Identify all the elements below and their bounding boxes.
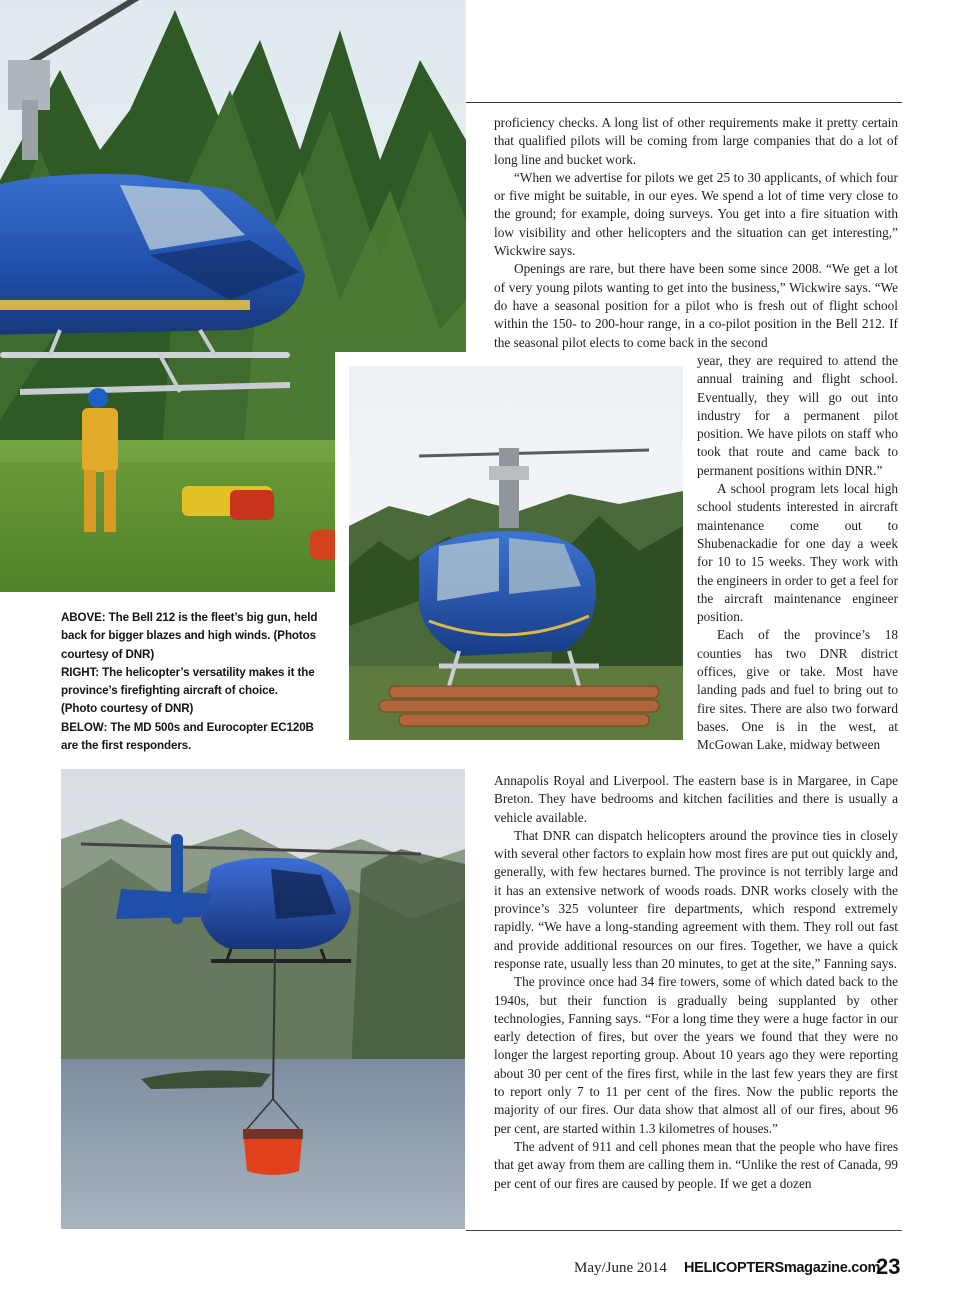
article-column-top [494,114,898,352]
page-number: 23 [876,1254,901,1279]
article-paragraph: Openings are rare, but there have been some since 2008. “We get a lot of very young pilots wanting to get into the business,” Wickwire says. “We do have a seasonal position for a pilot who is fresh out of flight school within the 150- to 200-hour range, in a co-pilot position in the Bell 212. If the seasonal pilot elects to come back in the second [494,261,898,350]
photo-bell-212-pad [335,352,697,753]
ec120b-lake-illustration [61,769,465,1229]
top-rule [466,102,902,103]
caption-line: are the first responders. [61,739,192,753]
article-paragraph: “When we advertise for pilots we get 25 to 30 applicants, of which four or five might be suitable, in our eyes. We spend a lot of time very close to the ground; for example, doing surveys. You get into a fire situation with low visibility and other helicopters and the situation can get interesting,” Wickwire says. [494,169,898,259]
article-column-bottom [494,772,898,1193]
article-paragraph: proficiency checks. A long list of other requirements make it pretty certain that qualified pilots will be coming from large companies that do a lot of long line and bucket work. [494,115,898,167]
magazine-url[interactable]: HELICOPTERSmagazine.com [684,1260,881,1276]
article-paragraph: The province once had 34 fire towers, some of which dated back to the 1940s, but their function is gradually being supplanted by other technologies, Fanning says. “For a long time they were a huge factor in our early detection of fires, but over the years we found that they were no longer the largest reporting group. About 10 years ago they were reporting about 30 per cent of the fires first, while in the last few years they are first to report only 7 to 11 per cent of the fires. Now the public reports the majority of our fires. Our data show that almost all of our fires, about 96 per cent, are started within 1.3 kilometres of houses.” [494,974,898,1136]
caption-line: back for bigger blazes and high winds. (Photos [61,629,316,643]
caption-line: ABOVE: The Bell 212 is the fleet’s big gun, held [61,611,318,624]
bell-212-landing-pad-illustration [349,366,683,740]
article-paragraph: The advent of 911 and cell phones mean that the people who have fires that get away from them are calling them in. “Unlike the rest of Canada, 99 per cent of our fires are caused by people. If we get a dozen [494,1138,898,1191]
caption-line: BELOW: The MD 500s and Eurocopter EC120B [61,720,314,734]
article-column-narrow [697,352,898,755]
bottom-rule [466,1230,902,1231]
article-paragraph: year, they are required to attend the annual training and flight school. Eventually, they will go out into industry for a permanent pilot position. We have pilots on staff who took that route and came back to permanent positions within DNR.” [697,353,898,478]
article-paragraph: That DNR can dispatch helicopters around the province ties in closely with several other factors to explain how most fires are put out quickly and, generally, with few hectares burned. The province is not terribly large and it has an extensive network of woods roads. DNR works closely with the province’s 325 volunteer fire departments, which respond extremely rapidly. “We have a long-standing agreement with them. They roll out fast and provide additional resources on our fires. Together, we have a quick response rate, usually less than 20 minutes, to get at the site,” Fanning says. [494,827,898,971]
page-footer [574,1254,904,1280]
issue-date: May/June 2014 [574,1260,667,1276]
article-paragraph: Annapolis Royal and Liverpool. The eastern base is in Margaree, in Cape Breton. They have bedrooms and kitchen facilities and there is usually a vehicle available. [494,773,898,825]
caption-line: courtesy of DNR) [61,647,155,661]
photo-ec120b-bucket [58,766,468,1232]
photo-captions [61,609,341,755]
caption-line: (Photo courtesy of DNR) [61,702,194,716]
caption-line: RIGHT: The helicopter’s versatility makes it the [61,665,315,679]
article-paragraph: A school program lets local high school students interested in aircraft maintenance come out to Shubenackadie for one day a week for 10 to 15 weeks. They work with the engineers in order to get a feel for the aircraft maintenance engineer position. [697,481,898,625]
article-paragraph: Each of the province’s 18 counties has two DNR district offices, give or take. Most have landing pads and fuel to bring out to fire sites. There are also two forward bases. One is in the west, at McGowan Lake, midway between [697,627,898,753]
caption-line: province’s firefighting aircraft of choice. [61,684,278,698]
